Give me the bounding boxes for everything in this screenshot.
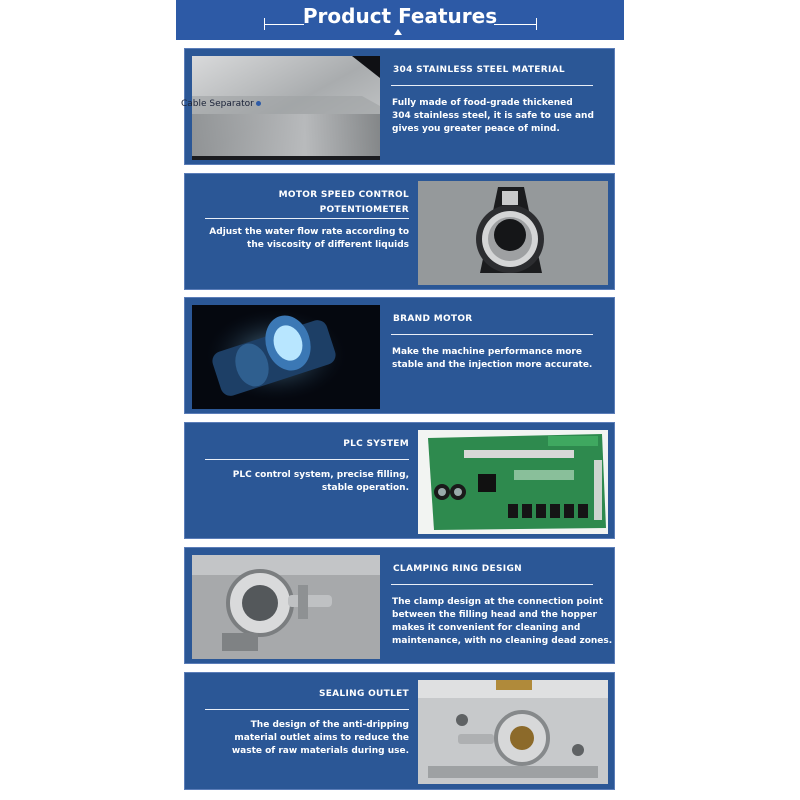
feature-card-speed-control: [184, 173, 615, 290]
feature-title: PLC SYSTEM: [343, 439, 409, 449]
cable-separator-watermark: Cable Separator: [181, 99, 261, 109]
feature-description: The clamp design at the connection point between the filling head and the hopper makes it convenient for cleaning and maintenance, with no cleaning dead zones.: [392, 597, 613, 646]
feature-description: PLC control system, precise filling, stable operation.: [232, 470, 409, 493]
title-underline: [205, 459, 409, 460]
feature-description: The design of the anti-dripping material outlet aims to reduce the waste of raw materials during use.: [231, 720, 409, 756]
feature-card-brand-motor: [184, 297, 615, 414]
title-underline: [205, 218, 409, 219]
feature-title: 304 STAINLESS STEEL MATERIAL: [393, 65, 565, 75]
sealing-outlet-image: [418, 680, 608, 784]
feature-title: CLAMPING RING DESIGN: [393, 564, 522, 574]
clamping-ring-image: [192, 555, 380, 659]
speed-control-knob-image: [418, 181, 608, 285]
banner-arrow-icon: [394, 29, 402, 35]
title-underline: [391, 334, 593, 335]
feature-card-clamping-ring: [184, 547, 615, 664]
feature-card-stainless-steel: [181, 48, 615, 165]
feature-title: SEALING OUTLET: [318, 689, 409, 699]
feature-title: MOTOR SPEED CONTROL POTENTIOMETER: [278, 190, 409, 215]
feature-description: Make the machine performance more stable and the injection more accurate.: [392, 347, 593, 370]
title-underline: [205, 709, 409, 710]
title-underline: [391, 584, 593, 585]
title-underline: [391, 85, 593, 86]
feature-card-sealing-outlet: [184, 672, 615, 790]
feature-card-plc-system: [184, 422, 615, 539]
feature-title: BRAND MOTOR: [393, 314, 473, 324]
page-title: Product Features: [302, 4, 498, 28]
feature-description: Fully made of food-grade thickened 304 stainless steel, it is safe to use and gives you greater peace of mind.: [392, 98, 594, 134]
electric-motor-image: [192, 305, 380, 409]
plc-circuit-board-image: [418, 430, 608, 534]
feature-description: Adjust the water flow rate according to the viscosity of different liquids: [209, 227, 409, 250]
